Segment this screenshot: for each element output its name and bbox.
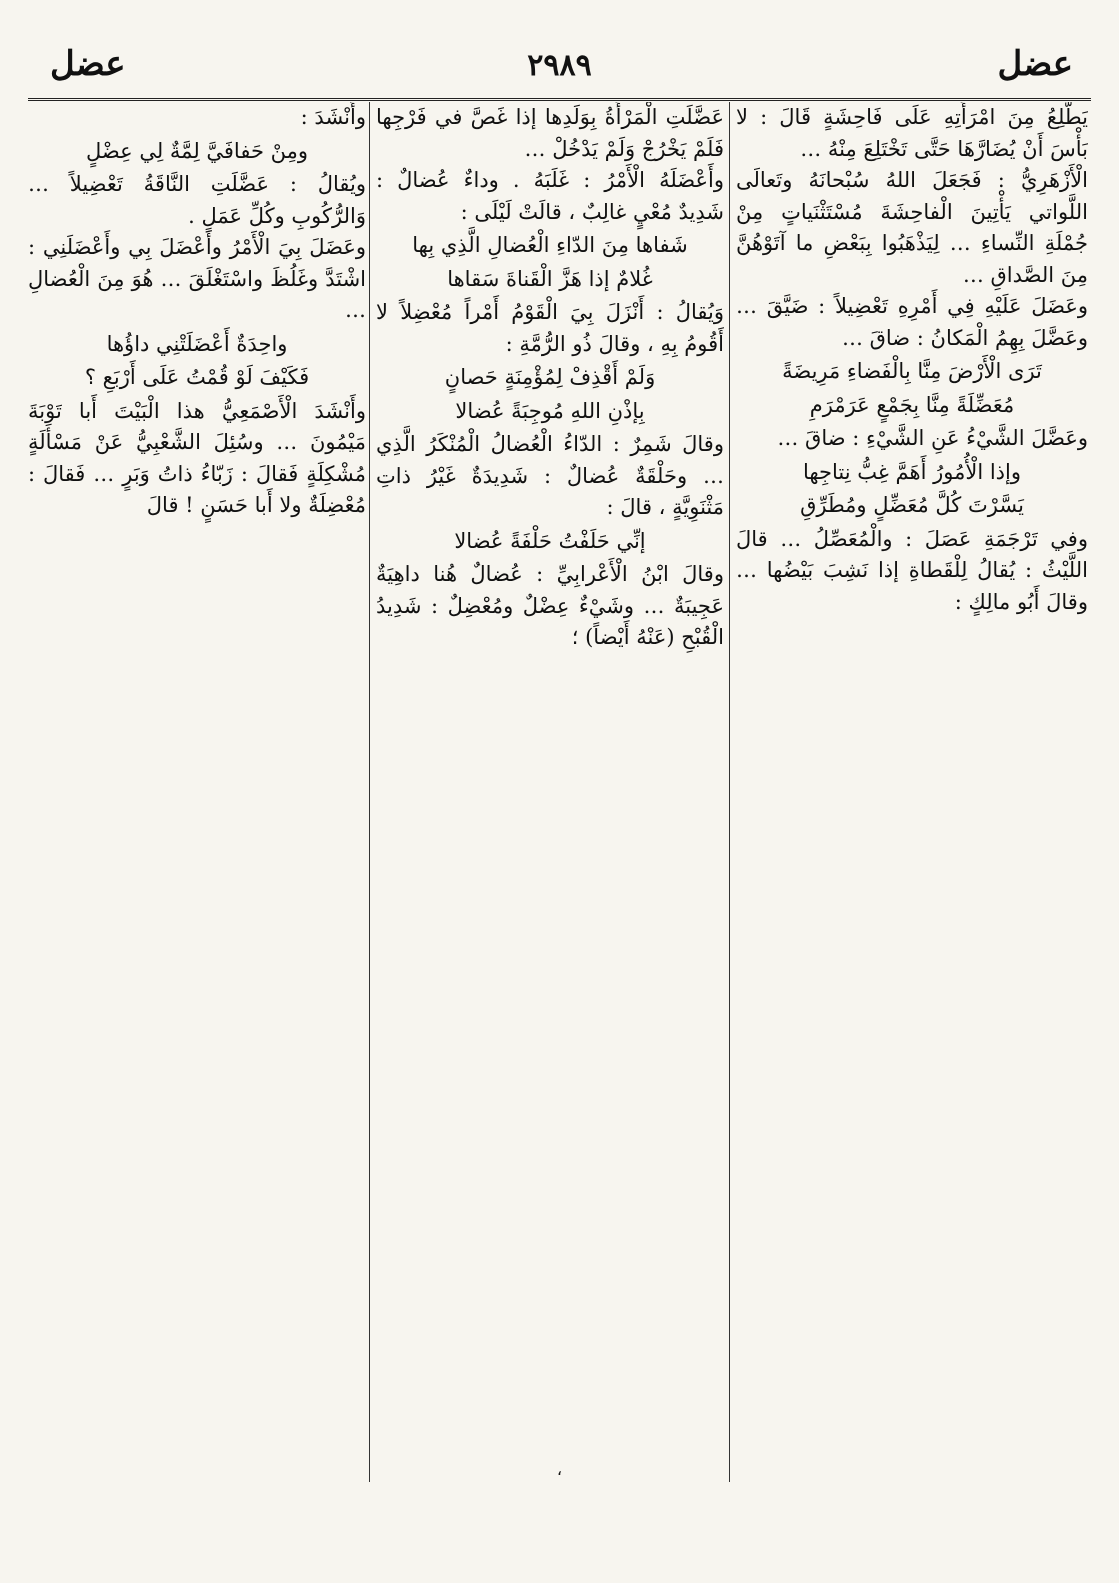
paragraph: وَيُقالُ : أَنْزَلَ بِيَ الْقَوْمُ أَمْراً مُعْضِلاً لا أَقُومُ بِهِ ، وقالَ ذُو الرُّمَّةِ :: [376, 300, 724, 356]
text-column-center: [376, 102, 724, 1482]
header-root-word-left: عضل: [50, 44, 126, 84]
paragraph: وفي تَرْجَمَةِ عَصَلَ : والْمُعَصِّلُ … قالَ اللَّيْثُ : يُقالُ لِلْقَطاةِ إذا نَشِبَ بَيْضُها … وقالَ أَبُو مالِكٍ :: [736, 526, 1088, 614]
verse-line: يَسَّرْتَ كُلَّ مُعَضِّلٍ ومُطَرِّقِ: [800, 493, 1024, 517]
text-column-right: [736, 102, 1088, 1482]
paragraph: ويُقالُ : عَضَّلَتِ النَّاقَةُ تَعْضِيلاً … وَالرُّكُوبِ وكُلِّ عَمَلٍ .: [28, 172, 366, 228]
verse-line: تَرَى الْأَرْضَ مِنَّا بِالْفَضاءِ مَرِيضَةً: [782, 359, 1042, 383]
page-header: [28, 40, 1091, 96]
paragraph: وأَنْشَدَ الْأَصْمَعِيُّ هذا الْبَيْتَ أَبا تَوْبَةَ مَيْمُونَ … وسُئِلَ الشَّعْبِيُّ عَنْ مَسْأَلَةٍ مُشْكِلَةٍ فَقالَ : زَبّاءُ ذاتُ وَبَرٍ … فَقالَ : مُعْضِلَةٌ ولا أَبا حَسَنٍ ! قالَ: [28, 398, 366, 517]
verse-line: وإذا الْأُمُورُ أَهَمَّ غِبُّ نِتاجِها: [802, 459, 1022, 484]
paragraph: وعَضَّلَ الشَّيْءُ عَنِ الشَّيْءِ : ضاقَ …: [777, 426, 1088, 450]
page-number: ٢٩٨٩: [527, 48, 592, 83]
paragraph: يَطَّلِعُ مِنَ امْرَأَتِهِ عَلَى فَاحِشَةٍ قَالَ : لا بَأْسَ أَنْ يُضَارَّهَا حَتَّى تَخْتَلِعَ مِنْهُ …: [736, 105, 1088, 161]
verse-line: ومِنْ حَفافَيَّ لِمَّةٌ لِي عِضْلٍ: [86, 138, 308, 163]
paragraph: الْأَزْهَرِيُّ : فَجَعَلَ اللهُ سُبْحانَهُ وتَعالَى اللَّواتي يَأْتِينَ الْفاحِشَةَ مُسْتَثْنَياتٍ مِنْ جُمْلَةِ النِّساءِ … لِيَذْهَبُوا بِبَعْضِ ما آتَوْهُنَّ مِنَ الصَّداقِ …: [736, 168, 1088, 287]
footer-mark: ،: [556, 1460, 563, 1479]
paragraph: عَضَّلَتِ الْمَرْأَةُ بِوَلَدِها إذا غَصَّ في فَرْجِها فَلَمْ يَخْرُجْ وَلَمْ يَدْخُلْ …: [376, 105, 724, 161]
paragraph: وقالَ ابْنُ الْأَعْرابِيِّ : عُضالٌ هُنا داهِيَةٌ عَجِيبَةٌ … وشَيْءٌ عِضْلٌ ومُعْضِلٌ : شَدِيدُ الْقُبْحِ (عَنْهُ أَيْضاً) ؛: [376, 562, 724, 649]
verse-line: غُلامٌ إذا هَزَّ الْقَناةَ سَقاها: [447, 266, 653, 291]
header-divider: [28, 98, 1091, 101]
verse-line: وَلَمْ أَقْذِفْ لِمُؤْمِنَةٍ حَصانٍ: [444, 365, 656, 389]
column-divider: [729, 102, 730, 1482]
verse-line: إنِّي حَلَفْتُ حَلْفَةً عُضالا: [454, 528, 646, 553]
column-divider: [369, 102, 370, 1482]
text-column-left: [28, 102, 366, 1482]
paragraph: وعَضَلَ عَلَيْهِ فِي أَمْرِهِ تَعْضِيلاً : ضَيَّقَ … وعَضَّلَ بِهِمُ الْمَكانُ : ضاقَ …: [736, 294, 1088, 350]
paragraph: وعَضَلَ بِيَ الْأَمْرُ وأَعْضَلَ بِي وأَعْضَلَنِي : اشْتَدَّ وغَلُظَ واسْتَغْلَقَ … هُوَ مِنَ الْعُضالِ …: [28, 235, 366, 322]
verse-line: واحِدَةٌ أَعْضَلَتْنِي داؤُها: [106, 331, 288, 356]
verse-line: شَفاها مِنَ الدّاءِ الْعُضالِ الَّذِي بِها: [412, 233, 688, 257]
dictionary-page: [28, 20, 1091, 1540]
paragraph: وأَنْشَدَ :: [300, 105, 366, 129]
paragraph: وقالَ شَمِرٌ : الدّاءُ الْعُضالُ الْمُنْكَرُ الَّذِي … وحَلْقَةٌ عُضالٌ : شَدِيدَةٌ غَيْرُ ذاتِ مَثْنَوِيَّةٍ ، قالَ :: [376, 432, 724, 519]
verse-line: بِإذْنِ اللهِ مُوجِبَةً عُضالا: [455, 398, 645, 423]
header-root-word-right: عضل: [997, 44, 1073, 84]
paragraph: وأَعْضَلَهُ الْأَمْرُ : غَلَبَهُ . وداءٌ عُضالٌ : شَدِيدٌ مُعْيٍ غالِبٌ ، قالَتْ لَيْلَى :: [376, 168, 724, 224]
verse-line: فَكَيْفَ لَوْ قُمْتُ عَلَى أَرْبَعِ ؟: [84, 365, 310, 389]
verse-line: مُعَضِّلَةً مِنَّا بِجَمْعٍ عَرَمْرَمِ: [809, 392, 1015, 417]
